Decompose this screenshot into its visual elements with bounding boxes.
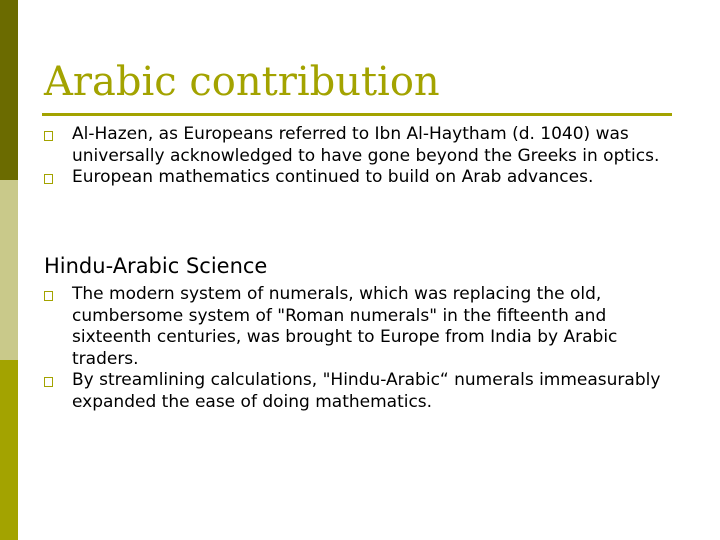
title-underline (42, 113, 672, 116)
list-item (0, 167, 672, 189)
list-item (0, 124, 672, 167)
section-bullet-list (0, 284, 672, 413)
main-bullet-list (0, 124, 672, 189)
hollow-square-bullet-icon (44, 377, 53, 387)
bullet-text: The modern system of numerals, which was replacing the old, cumbersome system of "Roman numerals" in the fifteenth and sixteenth centuries, was brought to Europe from India by Arabic traders. (72, 284, 618, 369)
bullet-text: By streamlining calculations, "Hindu-Arabic“ numerals immeasurably expanded the ease of doing mathematics. (72, 370, 661, 412)
list-item (0, 284, 672, 370)
list-item (0, 370, 672, 413)
hollow-square-bullet-icon (44, 291, 53, 301)
slide-title: Arabic contribution (44, 59, 440, 105)
hollow-square-bullet-icon (44, 131, 53, 141)
hollow-square-bullet-icon (44, 174, 53, 184)
bullet-text: Al-Hazen, as Europeans referred to Ibn Al-Haytham (d. 1040) was universally acknowledged to have gone beyond the Greeks in optics. (72, 124, 660, 166)
section-heading: Hindu-Arabic Science (44, 254, 268, 278)
bullet-text: European mathematics continued to build on Arab advances. (72, 167, 594, 187)
